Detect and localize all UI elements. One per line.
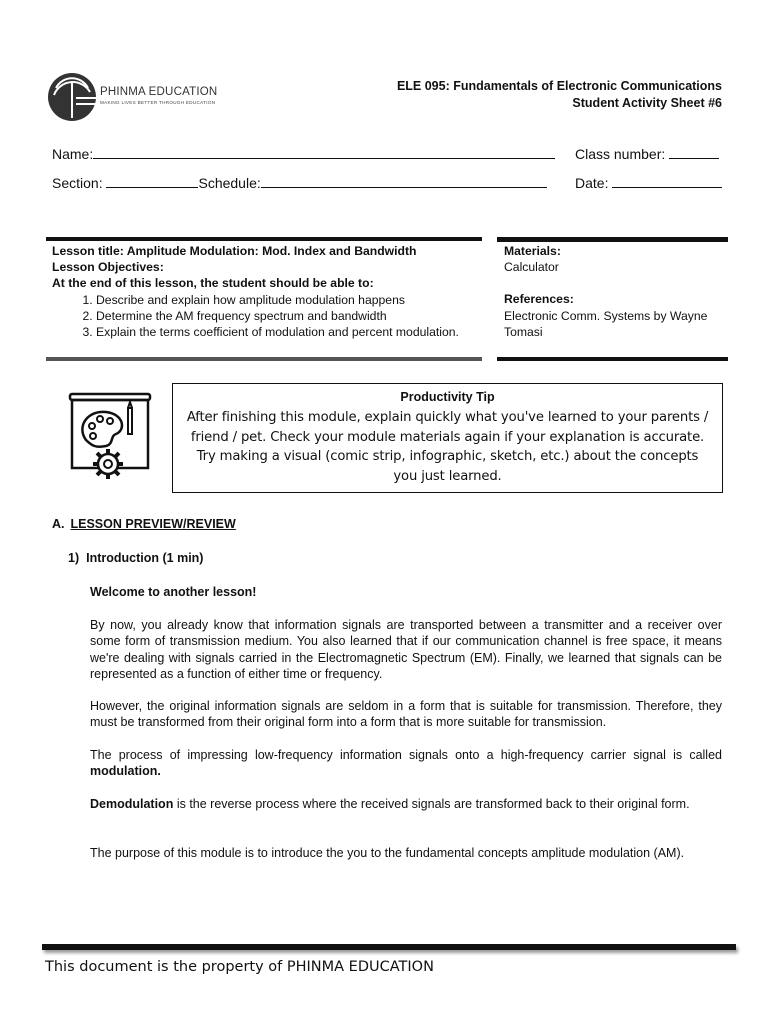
name-blank[interactable] [93,145,555,159]
paragraph [90,796,722,812]
date-field[interactable] [575,174,722,191]
section-title: LESSON PREVIEW/REVIEW [70,517,236,531]
subsection-title: Introduction (1 min) [86,551,204,565]
schedule-blank[interactable] [261,174,547,188]
objectives-list [52,292,476,341]
subsection-heading [68,551,203,565]
course-title: ELE 095: Fundamentals of Electronic Communications [396,79,722,93]
section-field[interactable] [52,174,547,191]
lesson-bottom-rule [46,357,482,361]
name-label: Name: [52,146,94,162]
references-value: Electronic Comm. Systems by Wayne Tomasi [504,308,708,339]
materials-top-rule [497,237,728,242]
logo-mark-icon [46,70,102,124]
schedule-label: Schedule: [198,175,261,191]
section-heading [52,517,236,531]
tip-body: After finishing this module, explain quickly what you've learned to your parents / friend / pet. Check your module materials again if your explanation is accurate. Try making a visual (comic strip, infographic, sketch, etc.) about the concepts you just learned. [186,410,709,484]
brand-tagline: MAKING LIVES BETTER THROUGH EDUCATION [100,100,216,105]
objective-item: 1. Describe and explain how amplitude modulation happens [96,292,476,308]
term-demodulation: Demodulation [90,797,174,811]
materials-label: Materials: [504,244,561,258]
term-modulation: modulation. [90,764,161,779]
materials-value: Calculator [504,260,559,275]
materials-bottom-rule [497,357,728,361]
welcome-text: Welcome to another lesson! [90,585,257,599]
productivity-tip [172,383,723,493]
objectives-intro: At the end of this lesson, the student should be able to: [52,276,374,291]
date-label: Date: [575,175,609,191]
palette-gear-icon [66,390,156,486]
section-label: Section: [52,175,103,191]
footer [45,959,434,975]
footer-rule [42,944,736,950]
lesson-title: Lesson title: Amplitude Modulation: Mod. Index and Bandwidth [52,244,417,258]
sheet-title: Student Activity Sheet #6 [572,96,722,110]
objective-item: 2. Determine the AM frequency spectrum and bandwidth [96,308,476,324]
paragraph: By now, you already know that information signals are transported between a transmitter and a receiver over some form of transmission medium. You also learned that if our communication channel is free space, it means we're dealing with signals carried in the Electromagnetic Spectrum (EM). Finally, we learned that signals can be represented as a function of either time or frequency. [90,618,722,681]
paragraph-text: The process of impressing low-frequency information signals onto a high-frequency carrier signal is called [90,748,722,762]
objectives-label: Lesson Objectives: [52,260,164,275]
paragraph-text: is the reverse process where the received signals are transformed back to their original form. [173,797,690,811]
footer-owner: PHINMA EDUCATION [286,959,434,975]
materials-info [504,243,724,340]
class-number-blank[interactable] [669,145,719,159]
paragraph [90,747,722,780]
tip-title: Productivity Tip [400,390,495,404]
class-number-label: Class number: [575,146,666,162]
date-blank[interactable] [612,174,722,188]
subsection-number: 1) [68,551,80,565]
brand-name: PHINMA EDUCATION [100,86,218,98]
lesson-top-rule [46,237,482,241]
document-header [397,78,722,112]
name-field[interactable] [52,145,555,162]
section-letter: A. [52,517,65,531]
paragraph: The purpose of this module is to introduce the you to the fundamental concepts amplitude modulation (AM). [90,846,685,860]
footer-text: This document is the property of [45,959,283,975]
paragraph: However, the original information signals are seldom in a form that is suitable for transmission. Therefore, they must be transformed from their original form into a form that is more suitable for transmission. [90,699,722,730]
lesson-info [52,243,476,340]
class-number-field[interactable] [575,145,719,162]
section-blank[interactable] [106,174,198,188]
objective-item: 3. Explain the terms coefficient of modulation and percent modulation. [96,324,476,340]
references-label: References: [504,292,574,307]
